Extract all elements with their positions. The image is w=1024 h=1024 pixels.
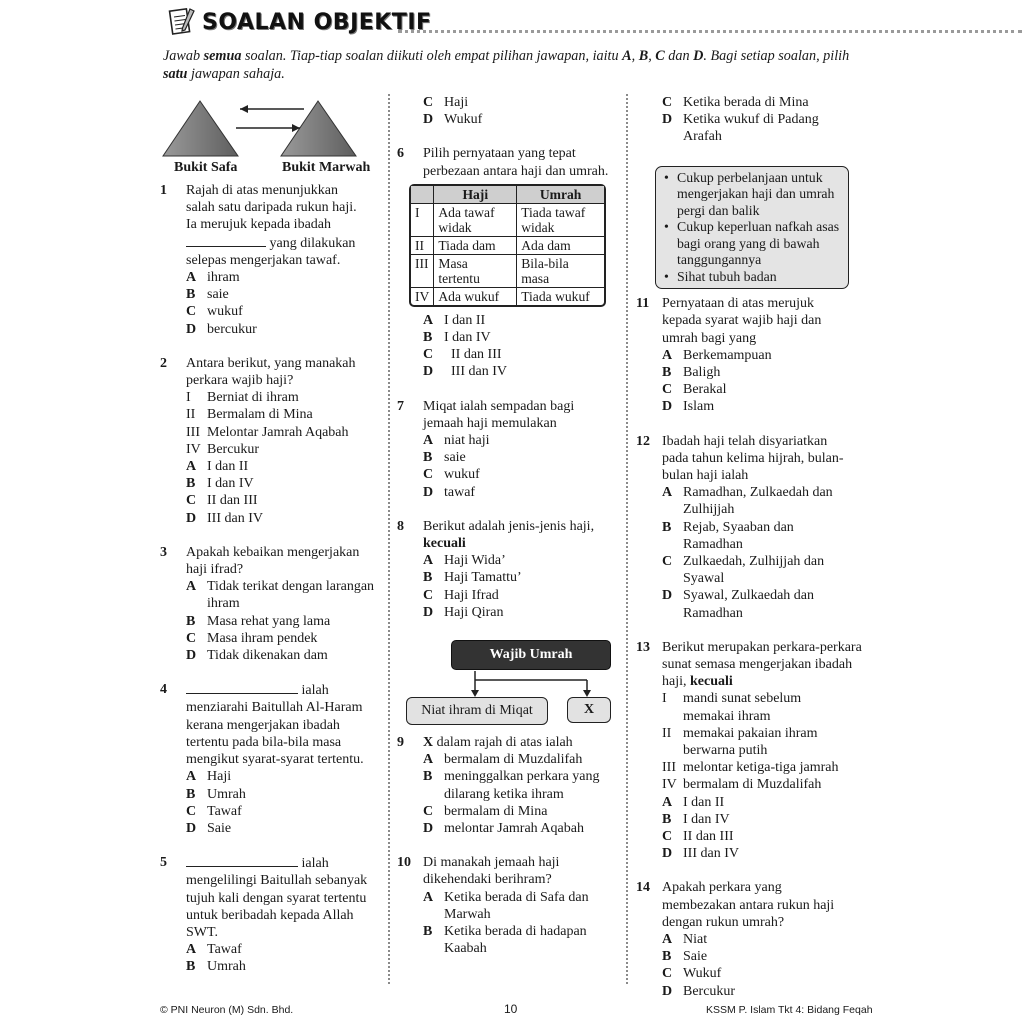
option[interactable]: A niat haji xyxy=(423,433,490,449)
question-4: 4 ialah menziarahi Baitullah Al-Haram kerana mengerjakan ibadah tertentu pada bila-bila masa mengikut syarat-syarat tertentu. A Haji B Umrah C Tawaf D Saie xyxy=(160,681,378,837)
option[interactable]: C Zulkaedah, Zulhijjah dan Syawal xyxy=(662,553,825,587)
option[interactable]: A Haji xyxy=(186,769,232,785)
wajib-umrah-diagram xyxy=(397,638,619,734)
statement: III melontar ketiga-tiga jamrah xyxy=(662,760,839,776)
option[interactable]: B meninggalkan perkara yang dilarang ketika ihram xyxy=(423,769,600,802)
bukit-safa-label: Bukit Safa xyxy=(174,160,238,175)
option[interactable]: C Haji xyxy=(423,95,469,110)
column-header-haji: Haji xyxy=(434,186,517,204)
option[interactable]: B Haji Tamattu’ xyxy=(423,570,522,586)
option[interactable]: C Masa ihram pendek xyxy=(186,630,318,646)
option[interactable]: D Tidak dikenakan dam xyxy=(186,648,328,664)
option[interactable]: A I dan II xyxy=(662,794,725,810)
column-2 xyxy=(397,94,619,958)
option[interactable]: D tawaf xyxy=(423,484,476,500)
option[interactable]: C bermalam di Mina xyxy=(423,803,548,819)
question-1: 1 Rajah di atas menunjukkan salah satu daripada rukun haji. Ia merujuk kepada ibadah yang dilakukan selepas mengerjakan tawaf. A ihram B saie C wukuf D bercukur xyxy=(160,182,378,338)
niat-ihram-box: Niat ihram di Miqat xyxy=(406,697,548,725)
option[interactable]: D Ketika wukuf di Padang Arafah xyxy=(662,112,819,145)
option[interactable]: C II dan III xyxy=(423,347,502,363)
option[interactable]: B Baligh xyxy=(662,364,721,380)
option[interactable]: B saie xyxy=(423,450,466,466)
option[interactable]: C wukuf xyxy=(186,304,243,320)
x-box: X xyxy=(567,697,611,723)
header-dotted-rule xyxy=(398,30,1022,33)
question-14: 14 Apakah perkara yang membezakan antara rukun haji dengan rukun umrah? A Niat B Saie C Wukuf D Bercukur xyxy=(636,879,858,999)
page-number: 10 xyxy=(504,1002,518,1016)
option[interactable]: A I dan II xyxy=(423,312,486,328)
question-8: 8 Berikut adalah jenis-jenis haji, kecuali A Haji Wida’ B Haji Tamattu’ C Haji Ifrad D Haji Qiran xyxy=(397,518,619,621)
column-header-umrah: Umrah xyxy=(517,186,604,204)
statement: II Bermalam di Mina xyxy=(186,407,313,423)
option[interactable]: A I dan II xyxy=(186,459,249,475)
option[interactable]: B I dan IV xyxy=(662,811,730,827)
table-row: IV Ada wukuf Tiada wukuf xyxy=(411,288,604,305)
question-6: 6 Pilih pernyataan yang tepat perbezaan antara haji dan umrah. Haji Umrah I Ada tawaf widak Tiada tawaf widak II Tiada dam Ada dam III Masa tertentu Bila-bila masa IV Ada wukuf Tiada wukuf A I dan II B I dan IV C II dan III D III dan IV xyxy=(397,145,619,380)
option[interactable]: A Berkemampuan xyxy=(662,347,772,363)
option[interactable]: D Wukuf xyxy=(423,112,483,128)
option[interactable]: D melontar Jamrah Aqabah xyxy=(423,821,584,837)
option[interactable]: D III dan IV xyxy=(423,364,507,380)
question-10-continued xyxy=(636,94,858,146)
question-12: 12 Ibadah haji telah disyariatkan pada tahun kelima hijrah, bulan-bulan haji ialah A Ramadhan, Zulkaedah dan Zulhijjah B Rejab, Syaaban dan Ramadhan C Zulkaedah, Zulhijjah dan Syawal D Syawal, Zulkaedah dan Ramadhan xyxy=(636,433,844,621)
option[interactable]: C II dan III xyxy=(662,829,734,844)
option[interactable]: A Ramadhan, Zulkaedah dan Zulhijjah xyxy=(662,485,833,518)
page-title: SOALAN OBJEKTIF xyxy=(202,10,432,35)
column-1 xyxy=(160,94,378,976)
option[interactable]: C II dan III xyxy=(186,493,258,509)
option[interactable]: A Tidak terikat dengan larangan ihram xyxy=(186,579,375,612)
option[interactable]: D Saie xyxy=(186,820,232,836)
table-row: I Ada tawaf widak Tiada tawaf widak xyxy=(411,204,604,237)
option[interactable]: D Syawal, Zulkaedah dan Ramadhan xyxy=(662,588,815,621)
answer-blank xyxy=(186,234,266,247)
column-3 xyxy=(636,94,862,1000)
option[interactable]: D Islam xyxy=(662,399,715,415)
option[interactable]: A Haji Wida’ xyxy=(423,553,506,569)
option[interactable]: C Tawaf xyxy=(186,803,242,819)
statement: IV bermalam di Muzdalifah xyxy=(662,777,822,793)
question-5: 5 ialah mengelilingi Baitullah sebanyak tujuh kali dengan syarat tertentu untuk beribadah kepada Allah SWT. A Tawaf B Umrah xyxy=(160,854,378,975)
wajib-umrah-box: Wajib Umrah xyxy=(451,640,611,670)
option[interactable]: B Umrah xyxy=(186,786,246,802)
statement: IV Bercukur xyxy=(186,441,260,457)
statement: I Berniat di ihram xyxy=(186,390,299,406)
option[interactable]: A Tawaf xyxy=(186,942,242,958)
option[interactable]: B Saie xyxy=(662,949,708,965)
option[interactable]: B saie xyxy=(186,287,229,303)
answer-blank xyxy=(186,854,298,867)
option[interactable]: D bercukur xyxy=(186,321,257,337)
question-9: 9 X dalam rajah di atas ialah A bermalam di Muzdalifah B meninggalkan perkara yang dilarang ketika ihram C bermalam di Mina D melontar Jamrah Aqabah xyxy=(397,734,619,837)
table-row: III Masa tertentu Bila-bila masa xyxy=(411,255,604,288)
option[interactable]: B Umrah xyxy=(186,959,246,975)
footer-copyright: © PNI Neuron (M) Sdn. Bhd. xyxy=(160,1004,294,1016)
table-header-row xyxy=(411,186,604,204)
option[interactable]: A ihram xyxy=(186,270,240,286)
option[interactable]: D Bercukur xyxy=(662,983,736,999)
section-header xyxy=(168,6,858,38)
comparison-table xyxy=(409,184,606,307)
option[interactable]: D Haji Qiran xyxy=(423,604,504,620)
question-7: 7 Miqat ialah sempadan bagi jemaah haji memulakan A niat haji B saie C wukuf D tawaf xyxy=(397,398,619,501)
option[interactable]: A bermalam di Muzdalifah xyxy=(423,752,583,768)
statement: I mandi sunat sebelum memakai ihram xyxy=(662,691,802,724)
question-10: 10 Di manakah jemaah haji dikehendaki berihram? A Ketika berada di Safa dan Marwah B Ketika berada di hadapan Kaabah xyxy=(397,854,619,957)
option[interactable]: B Ketika berada di hadapan Kaabah xyxy=(423,924,587,957)
option[interactable]: B I dan IV xyxy=(423,330,491,346)
option[interactable]: C Berakal xyxy=(662,382,727,398)
bukit-safa-hill xyxy=(163,101,238,156)
option[interactable]: B I dan IV xyxy=(186,476,254,492)
question-2: 2 Antara berikut, yang manakah perkara wajib haji? I Berniat di ihram II Bermalam di Mina III Melontar Jamrah Aqabah IV Bercukur A I dan II B I dan IV C II dan III D III dan IV xyxy=(160,355,378,527)
safa-marwah-diagram xyxy=(160,94,378,176)
footer-book-title: KSSM P. Islam Tkt 4: Bidang Feqah xyxy=(706,1004,873,1016)
notepad-pencil-icon xyxy=(168,6,196,36)
statement: II memakai pakaian ihram berwarna putih xyxy=(662,725,818,758)
option[interactable]: D III dan IV xyxy=(186,510,263,526)
option[interactable]: A Niat xyxy=(662,932,708,948)
column-divider xyxy=(388,94,390,984)
column-divider xyxy=(626,94,628,984)
option[interactable]: C Wukuf xyxy=(662,966,722,982)
instructions: Jawab semua soalan. Tiap-tiap soalan diikuti oleh empat pilihan jawapan, iaitu A, B, C dan D. Bagi setiap soalan, pilih satu jawapan sahaja. xyxy=(163,48,850,82)
bukit-marwah-label: Bukit Marwah xyxy=(282,160,371,175)
table-row: II Tiada dam Ada dam xyxy=(411,237,604,255)
option[interactable]: C Haji Ifrad xyxy=(423,587,499,603)
question-13: 13 Berikut merupakan perkara-perkara sunat semasa mengerjakan ibadah haji, kecuali I mandi sunat sebelum memakai ihram II memakai pakaian ihram berwarna putih III melontar ketiga-tiga jamrah IV bermalam di Muzdalifah A I dan II B I dan IV C II dan III D III dan IV xyxy=(636,639,862,862)
statement-box: • Cukup perbelanjaan untuk mengerjakan haji dan umrah pergi dan balik • Cukup keperluan nafkah asas bagi orang yang di bawah tanggungannya • Sihat tubuh badan xyxy=(655,166,849,290)
option[interactable]: B Masa rehat yang lama xyxy=(186,613,331,629)
answer-blank xyxy=(186,681,298,694)
option[interactable]: C wukuf xyxy=(423,467,480,483)
statement: III Melontar Jamrah Aqabah xyxy=(186,424,349,440)
option[interactable]: D III dan IV xyxy=(662,846,739,862)
question-3: 3 Apakah kebaikan mengerjakan haji ifrad? A Tidak terikat dengan larangan ihram B Masa rehat yang lama C Masa ihram pendek D Tidak dikenakan dam xyxy=(160,544,378,664)
question-5-continued xyxy=(397,94,619,128)
option[interactable]: C Ketika berada di Mina xyxy=(662,95,809,110)
option[interactable]: A Ketika berada di Safa dan Marwah xyxy=(423,889,589,922)
question-11: 11 Pernyataan di atas merujuk kepada syarat wajib haji dan umrah bagi yang A Berkemampuan B Baligh C Berakal D Islam xyxy=(636,295,858,415)
option[interactable]: B Rejab, Syaaban dan Ramadhan xyxy=(662,519,794,552)
